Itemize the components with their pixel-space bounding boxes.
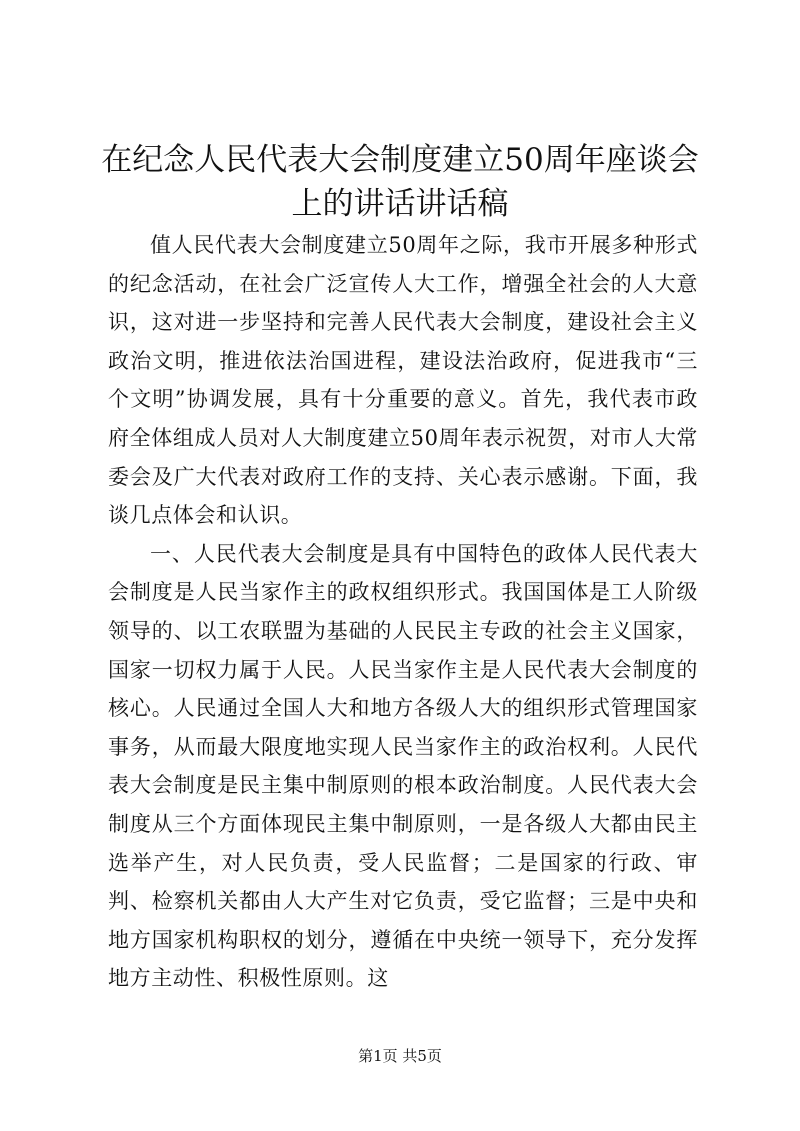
document-body	[108, 226, 698, 998]
paragraph-section-one: 一、人民代表大会制度是具有中国特色的政体人民代表大会制度是人民当家作主的政权组织形式。我国国体是工人阶级领导的、以工农联盟为基础的人民民主专政的社会主义国家，国家一切权力属于人民。人民当家作主是人民代表大会制度的核心。人民通过全国人大和地方各级人大的组织形式管理国家事务，从而最大限度地实现人民当家作主的政治权利。人民代表大会制度是民主集中制原则的根本政治制度。人民代表大会制度从三个方面体现民主集中制原则，一是各级人大都由民主选举产生，对人民负责，受人民监督；二是国家的行政、审判、检察机关都由人大产生对它负责，受它监督；三是中央和地方国家机构职权的划分，遵循在中央统一领导下，充分发挥地方主动性、积极性原则。这	[108, 541, 698, 991]
paragraph-intro: 值人民代表大会制度建立50周年之际，我市开展多种形式的纪念活动，在社会广泛宣传人大工作，增强全社会的人大意识，这对进一步坚持和完善人民代表大会制度，建设社会主义政治文明，推进依法治国进程，建设法治政府，促进我市“三个文明”协调发展，具有十分重要的意义。首先，我代表市政府全体组成人员对人大制度建立50周年表示祝贺，对市人大常委会及广大代表对政府工作的支持、关心表示感谢。下面，我谈几点体会和认识。	[108, 233, 698, 528]
document-title: 在纪念人民代表大会制度建立50周年座谈会上的讲话讲话稿	[101, 142, 699, 222]
page-number: 第1页 共5页	[358, 1047, 442, 1065]
